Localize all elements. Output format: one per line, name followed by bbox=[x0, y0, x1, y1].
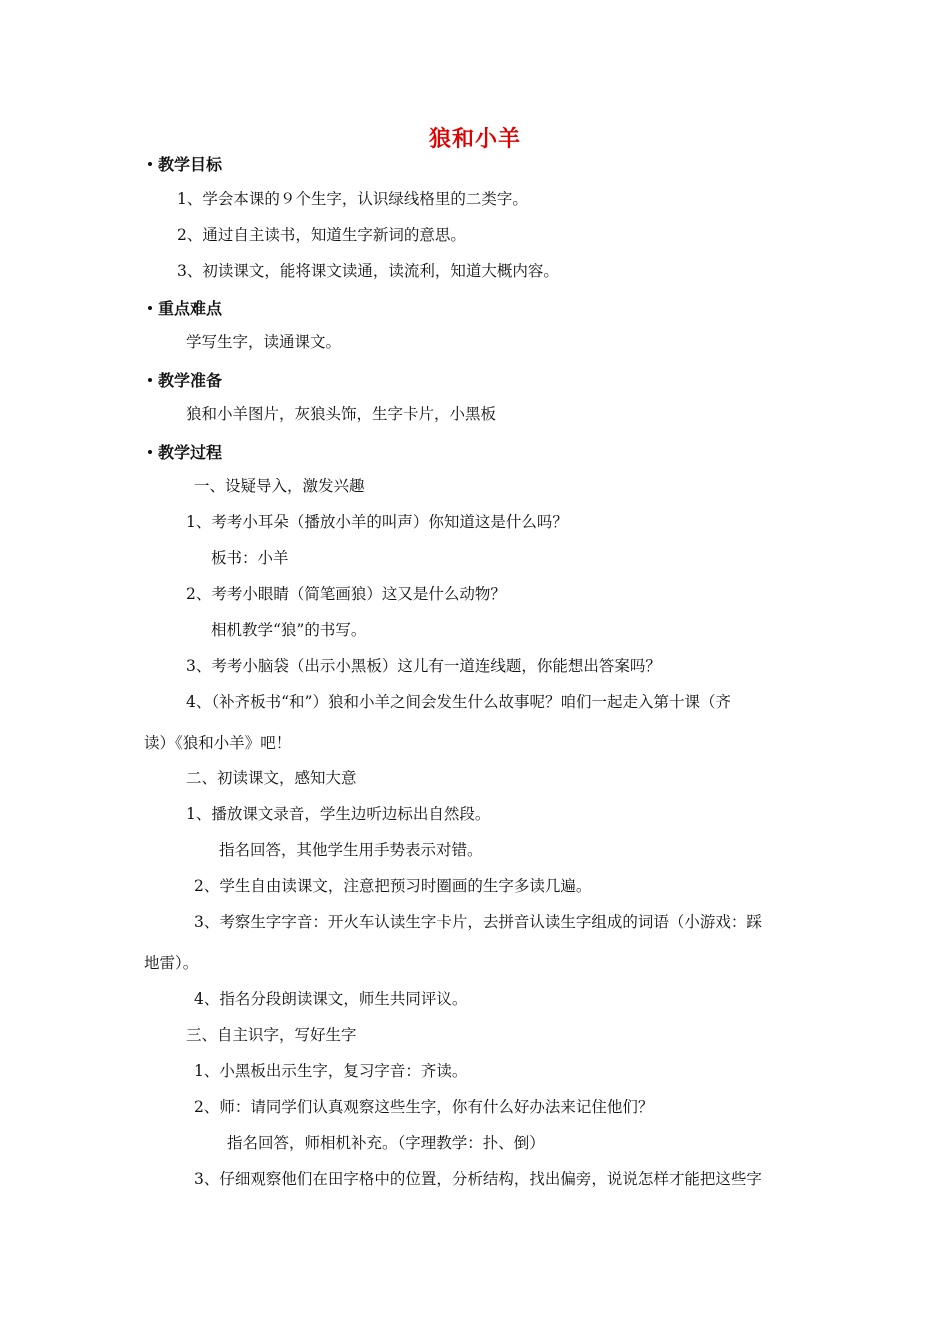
part1-q3: 3、考考小脑袋（出示小黑板）这儿有一道连线题，你能想出答案吗？ bbox=[186, 657, 661, 675]
bullet-icon bbox=[148, 306, 152, 310]
part2-s3-line1: 3、考察生字字音：开火车认读生字卡片，去拼音认读生字组成的词语（小游戏：踩 bbox=[194, 913, 762, 931]
part1-q2: 2、考考小眼睛（简笔画狼）这又是什么动物？ bbox=[186, 585, 506, 603]
part2-s3-line2: 地雷）。 bbox=[144, 954, 199, 972]
part1-q1-note: 板书：小羊 bbox=[211, 549, 289, 567]
goal-item-1: 1、学会本课的９个生字，认识绿线格里的二类字。 bbox=[177, 190, 528, 208]
preparation-text: 狼和小羊图片，灰狼头饰，生字卡片，小黑板 bbox=[186, 405, 497, 423]
part2-s1: 1、播放课文录音，学生边听边标出自然段。 bbox=[186, 805, 491, 823]
part1-q4-line2: 读）《狼和小羊》吧！ bbox=[144, 734, 292, 752]
bullet-icon bbox=[148, 162, 152, 166]
heading-label: 教学目标 bbox=[158, 155, 223, 174]
bullet-icon bbox=[148, 450, 152, 454]
part1-q2-note: 相机教学“狼”的书写。 bbox=[211, 621, 367, 639]
part2-s2: 2、学生自由读课文，注意把预习时圈画的生字多读几遍。 bbox=[194, 877, 592, 895]
heading-label: 重点难点 bbox=[158, 299, 223, 318]
part3-s2: 2、师：请同学们认真观察这些生字，你有什么好办法来记住他们？ bbox=[194, 1098, 654, 1116]
page-title: 狼和小羊 bbox=[428, 127, 521, 152]
heading-label: 教学过程 bbox=[158, 443, 223, 462]
section-heading-goals bbox=[148, 152, 222, 175]
part1-q1: 1、考考小耳朵（播放小羊的叫声）你知道这是什么吗？ bbox=[186, 513, 568, 531]
section-heading-preparation bbox=[148, 368, 222, 391]
part2-title: 二、初读课文，感知大意 bbox=[186, 769, 357, 787]
section-heading-key-points bbox=[148, 296, 222, 319]
part2-s1-note: 指名回答，其他学生用手势表示对错。 bbox=[219, 841, 483, 859]
part3-s3: 3、仔细观察他们在田字格中的位置，分析结构，找出偏旁，说说怎样才能把这些字 bbox=[194, 1170, 762, 1188]
part3-s2-note: 指名回答，师相机补充。（字理教学：扑、倒） bbox=[227, 1134, 545, 1152]
part1-title: 一、设疑导入，激发兴趣 bbox=[194, 477, 365, 495]
heading-label: 教学准备 bbox=[158, 371, 223, 390]
goal-item-2: 2、通过自主读书，知道生字新词的意思。 bbox=[177, 226, 466, 244]
part3-s1: 1、小黑板出示生字，复习字音：齐读。 bbox=[194, 1062, 468, 1080]
section-heading-process bbox=[148, 440, 222, 463]
key-points-text: 学写生字，读通课文。 bbox=[186, 333, 342, 351]
part1-q4-line1: 4、（补齐板书“和”）狼和小羊之间会发生什么故事呢？咱们一起走入第十课（齐 bbox=[186, 693, 731, 711]
goal-item-3: 3、初读课文，能将课文读通，读流利，知道大概内容。 bbox=[177, 262, 559, 280]
part3-title: 三、自主识字，写好生字 bbox=[186, 1026, 357, 1044]
part2-s4: 4、指名分段朗读课文，师生共同评议。 bbox=[194, 990, 468, 1008]
bullet-icon bbox=[148, 378, 152, 382]
